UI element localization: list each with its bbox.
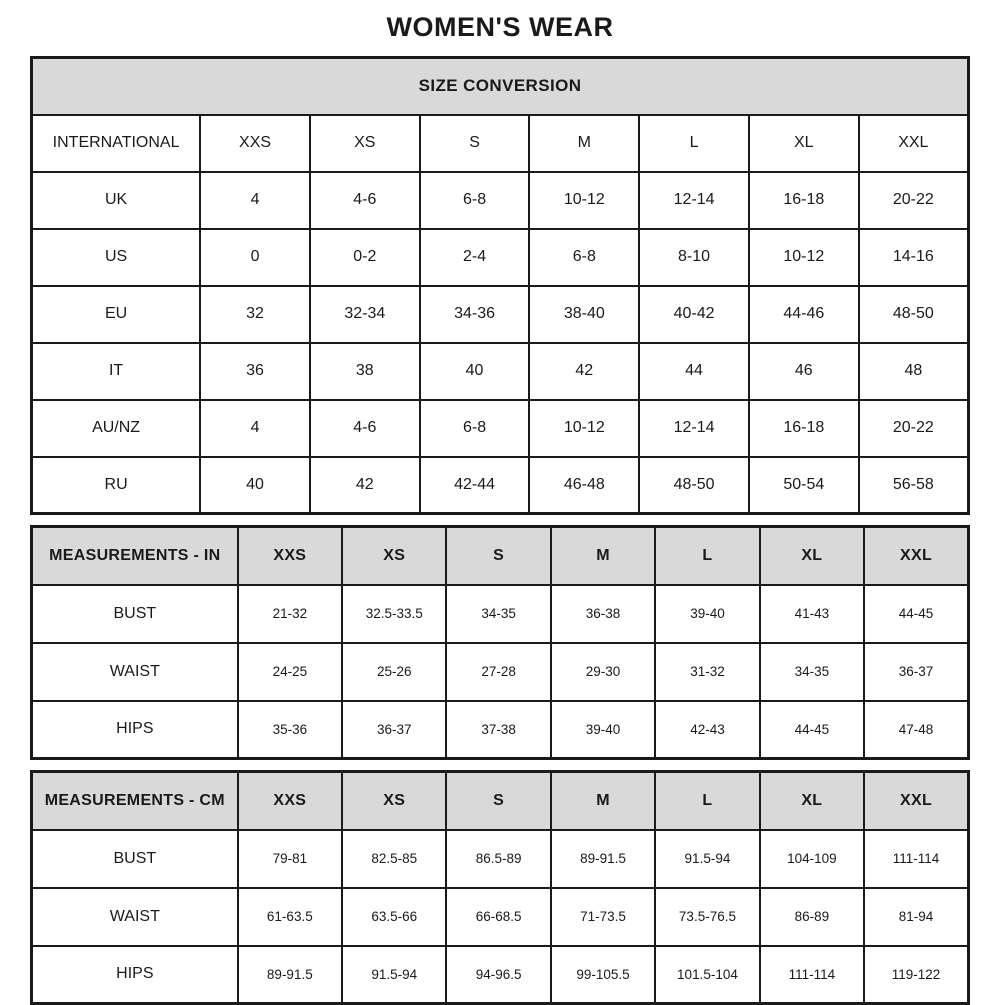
row-label-cell: BUST — [32, 585, 238, 643]
value-cell: 44 — [639, 343, 749, 400]
value-cell: 20-22 — [859, 172, 969, 229]
value-cell: 21-32 — [238, 585, 342, 643]
size-header-cell: S — [446, 772, 550, 830]
value-cell: 63.5-66 — [342, 888, 446, 946]
value-cell: 6-8 — [420, 400, 530, 457]
value-cell: 42-44 — [420, 457, 530, 514]
value-cell: 42 — [310, 457, 420, 514]
value-cell: 2-4 — [420, 229, 530, 286]
value-cell: 34-36 — [420, 286, 530, 343]
table-header-row — [32, 115, 969, 172]
value-cell: 29-30 — [551, 643, 655, 701]
table-caption: SIZE CONVERSION — [32, 58, 969, 115]
value-cell: 46 — [749, 343, 859, 400]
value-cell: 39-40 — [551, 701, 655, 759]
row-label-cell: IT — [32, 343, 201, 400]
size-header-cell: S — [420, 115, 530, 172]
table-row — [32, 643, 969, 701]
size-header-cell: XXS — [238, 772, 342, 830]
value-cell: 79-81 — [238, 830, 342, 888]
value-cell: 48-50 — [859, 286, 969, 343]
value-cell: 91.5-94 — [342, 946, 446, 1004]
value-cell: 40 — [420, 343, 530, 400]
value-cell: 50-54 — [749, 457, 859, 514]
table-header-row — [32, 772, 969, 830]
size-header-cell: L — [639, 115, 749, 172]
value-cell: 40-42 — [639, 286, 749, 343]
value-cell: 24-25 — [238, 643, 342, 701]
value-cell: 32-34 — [310, 286, 420, 343]
row-label-cell: US — [32, 229, 201, 286]
value-cell: 42 — [529, 343, 639, 400]
value-cell: 40 — [200, 457, 310, 514]
table-row — [32, 229, 969, 286]
value-cell: 89-91.5 — [551, 830, 655, 888]
value-cell: 94-96.5 — [446, 946, 550, 1004]
table-row — [32, 286, 969, 343]
value-cell: 12-14 — [639, 400, 749, 457]
value-cell: 44-45 — [760, 701, 864, 759]
value-cell: 101.5-104 — [655, 946, 759, 1004]
value-cell: 44-46 — [749, 286, 859, 343]
value-cell: 61-63.5 — [238, 888, 342, 946]
table-row — [32, 888, 969, 946]
row-label-cell: HIPS — [32, 946, 238, 1004]
size-header-cell: XXS — [200, 115, 310, 172]
row-label-cell: AU/NZ — [32, 400, 201, 457]
size-header-cell: XS — [342, 772, 446, 830]
value-cell: 34-35 — [760, 643, 864, 701]
value-cell: 10-12 — [529, 400, 639, 457]
value-cell: 37-38 — [446, 701, 550, 759]
value-cell: 111-114 — [864, 830, 968, 888]
size-header-cell: M — [551, 772, 655, 830]
value-cell: 89-91.5 — [238, 946, 342, 1004]
value-cell: 35-36 — [238, 701, 342, 759]
table-row — [32, 585, 969, 643]
header-cell: INTERNATIONAL — [32, 115, 201, 172]
value-cell: 0-2 — [310, 229, 420, 286]
value-cell: 4-6 — [310, 172, 420, 229]
page-title: WOMEN'S WEAR — [386, 12, 614, 42]
value-cell: 4 — [200, 400, 310, 457]
header-cell: MEASUREMENTS - IN — [32, 527, 238, 585]
size-header-cell: L — [655, 772, 759, 830]
value-cell: 42-43 — [655, 701, 759, 759]
row-label-cell: UK — [32, 172, 201, 229]
size-header-cell: XS — [342, 527, 446, 585]
value-cell: 6-8 — [529, 229, 639, 286]
table-row — [32, 343, 969, 400]
row-label-cell: HIPS — [32, 701, 238, 759]
value-cell: 16-18 — [749, 172, 859, 229]
value-cell: 20-22 — [859, 400, 969, 457]
value-cell: 104-109 — [760, 830, 864, 888]
value-cell: 71-73.5 — [551, 888, 655, 946]
size-header-cell: XL — [760, 772, 864, 830]
header-cell: MEASUREMENTS - CM — [32, 772, 238, 830]
value-cell: 38-40 — [529, 286, 639, 343]
table-row — [32, 830, 969, 888]
table-header-row — [32, 527, 969, 585]
value-cell: 48 — [859, 343, 969, 400]
value-cell: 0 — [200, 229, 310, 286]
row-label-cell: WAIST — [32, 643, 238, 701]
table-row — [32, 701, 969, 759]
value-cell: 32.5-33.5 — [342, 585, 446, 643]
value-cell: 66-68.5 — [446, 888, 550, 946]
value-cell: 44-45 — [864, 585, 968, 643]
value-cell: 25-26 — [342, 643, 446, 701]
table-row — [32, 946, 969, 1004]
size-header-cell: L — [655, 527, 759, 585]
measurements-cm-table — [30, 770, 970, 1005]
value-cell: 4 — [200, 172, 310, 229]
value-cell: 86-89 — [760, 888, 864, 946]
size-header-cell: XL — [749, 115, 859, 172]
value-cell: 56-58 — [859, 457, 969, 514]
value-cell: 27-28 — [446, 643, 550, 701]
size-conversion-table — [30, 56, 970, 515]
value-cell: 4-6 — [310, 400, 420, 457]
value-cell: 81-94 — [864, 888, 968, 946]
value-cell: 6-8 — [420, 172, 530, 229]
value-cell: 32 — [200, 286, 310, 343]
row-label-cell: WAIST — [32, 888, 238, 946]
value-cell: 47-48 — [864, 701, 968, 759]
row-label-cell: EU — [32, 286, 201, 343]
value-cell: 31-32 — [655, 643, 759, 701]
size-header-cell: XXL — [864, 527, 968, 585]
size-header-cell: XXL — [859, 115, 969, 172]
size-header-cell: XS — [310, 115, 420, 172]
value-cell: 10-12 — [529, 172, 639, 229]
value-cell: 41-43 — [760, 585, 864, 643]
size-header-cell: XXS — [238, 527, 342, 585]
value-cell: 82.5-85 — [342, 830, 446, 888]
table-row — [32, 172, 969, 229]
table-row — [32, 400, 969, 457]
value-cell: 14-16 — [859, 229, 969, 286]
value-cell: 34-35 — [446, 585, 550, 643]
value-cell: 39-40 — [655, 585, 759, 643]
size-header-cell: M — [529, 115, 639, 172]
row-label-cell: BUST — [32, 830, 238, 888]
value-cell: 36-37 — [342, 701, 446, 759]
value-cell: 119-122 — [864, 946, 968, 1004]
value-cell: 16-18 — [749, 400, 859, 457]
table-caption-row — [32, 58, 969, 115]
value-cell: 8-10 — [639, 229, 749, 286]
value-cell: 91.5-94 — [655, 830, 759, 888]
value-cell: 48-50 — [639, 457, 749, 514]
size-header-cell: M — [551, 527, 655, 585]
measurements-in-table — [30, 525, 970, 760]
row-label-cell: RU — [32, 457, 201, 514]
value-cell: 111-114 — [760, 946, 864, 1004]
size-header-cell: XL — [760, 527, 864, 585]
value-cell: 86.5-89 — [446, 830, 550, 888]
table-row — [32, 457, 969, 514]
value-cell: 99-105.5 — [551, 946, 655, 1004]
value-cell: 73.5-76.5 — [655, 888, 759, 946]
value-cell: 36-38 — [551, 585, 655, 643]
value-cell: 10-12 — [749, 229, 859, 286]
value-cell: 12-14 — [639, 172, 749, 229]
value-cell: 38 — [310, 343, 420, 400]
value-cell: 36-37 — [864, 643, 968, 701]
value-cell: 46-48 — [529, 457, 639, 514]
size-header-cell: S — [446, 527, 550, 585]
size-header-cell: XXL — [864, 772, 968, 830]
value-cell: 36 — [200, 343, 310, 400]
